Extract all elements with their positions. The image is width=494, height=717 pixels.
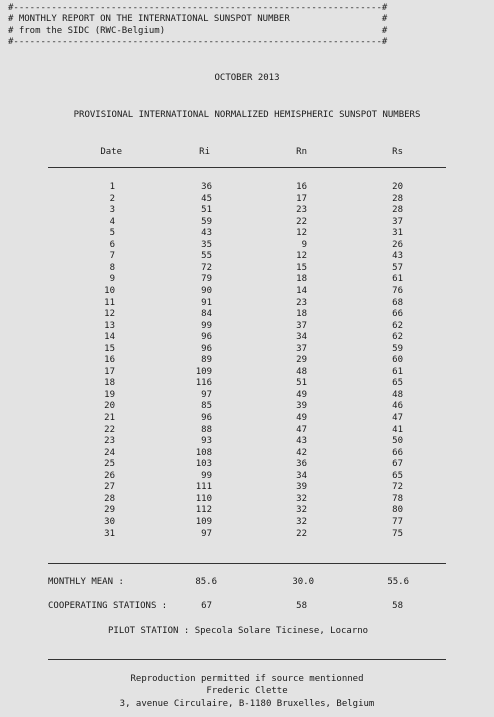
row-rn: 12: [296, 251, 307, 262]
header-line-report: # MONTHLY REPORT ON THE INTERNATIONAL SUNSPOT NUMBER #: [8, 14, 388, 24]
row-rs: 28: [392, 205, 403, 216]
row-ri: 109: [195, 516, 212, 527]
row-rn: 22: [296, 216, 307, 227]
row-date: 24: [104, 447, 115, 458]
row-rn: 12: [296, 228, 307, 239]
cooperating-stations-rn: 58: [296, 601, 307, 611]
row-ri: 99: [201, 470, 212, 481]
row-date: 20: [104, 401, 115, 412]
row-rs: 77: [392, 516, 403, 527]
row-ri: 110: [195, 493, 212, 504]
row-rs: 20: [392, 182, 403, 192]
row-rs: 57: [392, 262, 403, 273]
row-rn: 17: [296, 193, 307, 204]
row-rs: 28: [392, 193, 403, 204]
row-rs: 60: [392, 355, 403, 366]
row-ri: 59: [201, 216, 212, 227]
row-date: 12: [104, 309, 115, 320]
row-date: 13: [104, 320, 115, 331]
row-rn: 36: [296, 459, 307, 470]
row-rs: 62: [392, 320, 403, 331]
row-rn: 49: [296, 389, 307, 400]
col-header-ri: Ri: [199, 147, 210, 157]
row-rs: 46: [392, 401, 403, 412]
row-rs: 72: [392, 482, 403, 493]
row-date: 1: [109, 182, 115, 192]
monthly-mean-rn: 30.0: [292, 577, 314, 587]
cooperating-stations-rs: 58: [392, 601, 403, 611]
row-rn: 43: [296, 436, 307, 447]
row-date: 2: [109, 193, 115, 204]
row-rs: 48: [392, 389, 403, 400]
row-rs: 78: [392, 493, 403, 504]
row-date: 15: [104, 343, 115, 354]
row-rn: 37: [296, 320, 307, 331]
row-date: 6: [109, 239, 115, 250]
row-rs: 61: [392, 274, 403, 285]
row-rs: 37: [392, 216, 403, 227]
row-rn: 16: [296, 182, 307, 192]
row-date: 9: [109, 274, 115, 285]
row-date: 23: [104, 436, 115, 447]
row-rs: 59: [392, 343, 403, 354]
row-rs: 75: [392, 528, 403, 539]
monthly-mean-rs: 55.6: [387, 577, 409, 587]
report-month: OCTOBER 2013: [214, 73, 280, 83]
row-date: 3: [109, 205, 115, 216]
row-date: 7: [109, 251, 115, 262]
row-ri: 43: [201, 228, 212, 239]
row-rs: 47: [392, 413, 403, 423]
row-date: 27: [104, 482, 115, 493]
col-header-rs: Rs: [392, 147, 403, 157]
row-rn: 15: [296, 262, 307, 273]
footer-author: Frederic Clette: [206, 686, 288, 696]
row-ri: 90: [201, 285, 212, 296]
header-bottom-border: #--------------------------------------------------------------------#: [8, 37, 388, 47]
row-date: 11: [104, 297, 115, 308]
row-date: 30: [104, 516, 115, 527]
row-date: 26: [104, 470, 115, 481]
row-date: 5: [109, 228, 115, 239]
row-rs: 43: [392, 251, 403, 262]
row-date: 10: [104, 285, 115, 296]
monthly-mean-label: MONTHLY MEAN :: [48, 577, 124, 587]
report-title: PROVISIONAL INTERNATIONAL NORMALIZED HEMISPHERIC SUNSPOT NUMBERS: [73, 110, 421, 120]
row-rn: 51: [296, 378, 307, 389]
row-ri: 96: [201, 343, 212, 354]
row-rn: 34: [296, 470, 307, 481]
row-ri: 84: [201, 309, 212, 320]
row-ri: 96: [201, 413, 212, 423]
row-ri: 55: [201, 251, 212, 262]
row-rn: 32: [296, 516, 307, 527]
row-ri: 85: [201, 401, 212, 412]
row-ri: 91: [201, 297, 212, 308]
col-header-rn: Rn: [296, 147, 307, 157]
footer-address: 3, avenue Circulaire, B-1180 Bruxelles, Belgium: [119, 699, 375, 709]
row-rs: 80: [392, 505, 403, 516]
row-rn: 42: [296, 447, 307, 458]
row-ri: 79: [201, 274, 212, 285]
row-date: 14: [104, 332, 115, 343]
row-ri: 108: [195, 447, 212, 458]
row-ri: 88: [201, 424, 212, 435]
row-ri: 97: [201, 528, 212, 539]
row-ri: 36: [201, 182, 212, 192]
col-header-date: Date: [100, 147, 122, 157]
row-rn: 22: [296, 528, 307, 539]
row-rs: 62: [392, 332, 403, 343]
row-ri: 97: [201, 389, 212, 400]
row-ri: 103: [195, 459, 212, 470]
row-rs: 76: [392, 285, 403, 296]
row-ri: 72: [201, 262, 212, 273]
row-rs: 66: [392, 447, 403, 458]
row-rs: 31: [392, 228, 403, 239]
row-date: 4: [109, 216, 115, 227]
row-ri: 112: [195, 505, 212, 516]
row-rn: 37: [296, 343, 307, 354]
row-rn: 23: [296, 297, 307, 308]
row-rs: 50: [392, 436, 403, 447]
row-ri: 45: [201, 193, 212, 204]
cooperating-stations-label: COOPERATING STATIONS :: [48, 601, 168, 611]
cooperating-stations-ri: 67: [201, 601, 212, 611]
row-rs: 61: [392, 366, 403, 377]
row-rn: 39: [296, 401, 307, 412]
row-date: 16: [104, 355, 115, 366]
row-rs: 68: [392, 297, 403, 308]
table-bottom-rule: [48, 563, 446, 564]
header-top-border: #--------------------------------------------------------------------#: [8, 3, 388, 13]
row-date: 8: [109, 262, 115, 273]
row-ri: 93: [201, 436, 212, 447]
row-rs: 65: [392, 470, 403, 481]
row-rn: 32: [296, 505, 307, 516]
row-rs: 67: [392, 459, 403, 470]
row-rn: 34: [296, 332, 307, 343]
row-rn: 14: [296, 285, 307, 296]
row-rs: 26: [392, 239, 403, 250]
row-ri: 96: [201, 332, 212, 343]
footer-rule: [48, 659, 446, 660]
row-rn: 29: [296, 355, 307, 366]
row-ri: 99: [201, 320, 212, 331]
row-date: 17: [104, 366, 115, 377]
row-rn: 23: [296, 205, 307, 216]
row-rs: 66: [392, 309, 403, 320]
row-rs: 41: [392, 424, 403, 435]
row-date: 18: [104, 378, 115, 389]
footer-reproduction-note: Reproduction permitted if source mentionned: [130, 674, 364, 684]
pilot-station: PILOT STATION : Specola Solare Ticinese, Locarno: [108, 626, 369, 636]
row-date: 22: [104, 424, 115, 435]
row-rn: 48: [296, 366, 307, 377]
row-rn: 9: [301, 239, 307, 250]
row-ri: 109: [195, 366, 212, 377]
row-ri: 89: [201, 355, 212, 366]
row-rn: 18: [296, 274, 307, 285]
row-date: 21: [104, 413, 115, 423]
row-ri: 51: [201, 205, 212, 216]
row-rn: 39: [296, 482, 307, 493]
row-rs: 65: [392, 378, 403, 389]
monthly-mean-ri: 85.6: [195, 577, 217, 587]
row-rn: 18: [296, 309, 307, 320]
row-date: 19: [104, 389, 115, 400]
row-date: 29: [104, 505, 115, 516]
row-rn: 32: [296, 493, 307, 504]
row-rn: 49: [296, 413, 307, 423]
row-rn: 47: [296, 424, 307, 435]
header-line-source: # from the SIDC (RWC-Belgium) #: [8, 26, 388, 36]
row-ri: 116: [195, 378, 212, 389]
row-ri: 35: [201, 239, 212, 250]
row-ri: 111: [195, 482, 212, 493]
row-date: 28: [104, 493, 115, 504]
row-date: 25: [104, 459, 115, 470]
table-top-rule: [48, 167, 446, 168]
row-date: 31: [104, 528, 115, 539]
